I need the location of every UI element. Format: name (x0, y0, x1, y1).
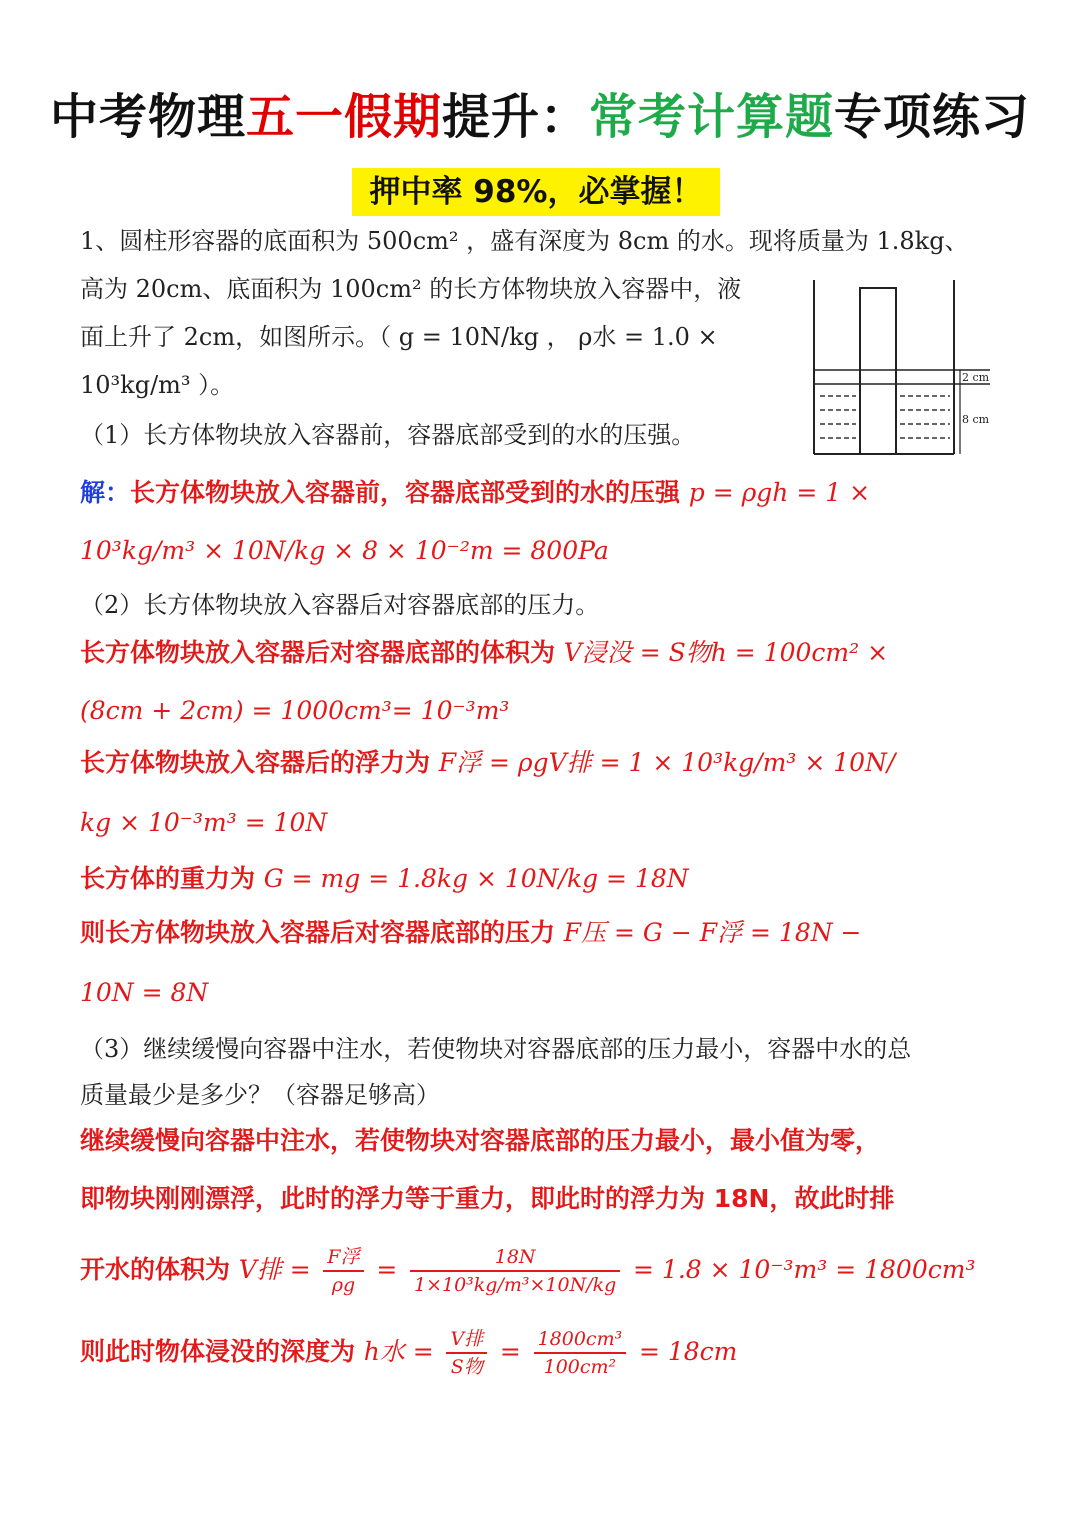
formula: 10³kg/m³ × 10N/kg × 8 × 10⁻²m = 800Pa (80, 536, 609, 565)
solution-text: 则长方体物块放入容器后对容器底部的压力 (80, 918, 556, 947)
solution-step-1 (80, 476, 870, 510)
title-highlight-green: 常考计算题 (589, 89, 835, 145)
solution-label: 解： (80, 478, 131, 507)
solution-step-5 (80, 916, 862, 950)
fraction (534, 1326, 627, 1380)
question-line: 10³kg/m³ ）。 (80, 371, 235, 399)
title-part: 中考物理 (49, 89, 246, 145)
denominator: 100cm² (543, 1356, 617, 1378)
question-line: 面上升了 2cm，如图所示。（ g = 10N/kg ， ρ水 = 1.0 × (80, 323, 718, 351)
formula: (8cm + 2cm) = 1000cm³= 10⁻³m³ (80, 696, 510, 725)
fraction (323, 1244, 363, 1298)
question-line: 1、圆柱形容器的底面积为 500cm² ，盛有深度为 8cm 的水。现将质量为 1.8kg、 (80, 227, 969, 255)
question-part-3: （3）继续缓慢向容器中注水，若使物块对容器底部的压力最小，容器中水的总 (80, 1035, 912, 1063)
formula: = (376, 1255, 398, 1284)
formula: V浸没 = S物h = 100cm² × (563, 638, 889, 667)
question-line: 高为 20cm、底面积为 100cm² 的长方体物块放入容器中，液 (80, 275, 742, 303)
fraction (410, 1244, 620, 1298)
solution-step-6: 继续缓慢向容器中注水，若使物块对容器底部的压力最小，最小值为零， (80, 1126, 881, 1155)
formula: V排 = (238, 1255, 311, 1284)
numerator: 18N (410, 1244, 620, 1272)
question-part-3: 质量最少是多少？（容器足够高） (80, 1081, 440, 1109)
denominator: S物 (450, 1356, 483, 1378)
solution-text: 长方体物块放入容器前，容器底部受到的水的压强 (130, 478, 681, 507)
formula: p = ρgh = 1 × (688, 478, 871, 507)
numerator: V排 (446, 1326, 487, 1354)
numerator: 1800cm³ (534, 1326, 627, 1354)
title-highlight-red: 五一假期 (245, 89, 442, 145)
container-diagram (808, 278, 1004, 458)
solution-text: 长方体物块放入容器后的浮力为 (80, 748, 431, 777)
solution-text: 长方体物块放入容器后对容器底部的体积为 (80, 638, 556, 667)
fraction (446, 1326, 487, 1380)
solution-text: 开水的体积为 (80, 1255, 231, 1284)
solution-step-4 (80, 862, 689, 896)
label-8cm: 8 cm (962, 413, 990, 426)
formula: G = mg = 1.8kg × 10N/kg = 18N (263, 864, 689, 893)
denominator: 1×10³kg/m³×10N/kg (413, 1274, 617, 1296)
highlight-badge: 押中率 98%，必掌握！ (352, 168, 720, 216)
formula: kg × 10⁻³m³ = 10N (80, 808, 328, 837)
formula: = 18cm (638, 1337, 738, 1366)
formula: h水 = (363, 1337, 434, 1366)
denominator: ρg (331, 1274, 356, 1296)
solution-text: 则此时物体浸没的深度为 (80, 1337, 356, 1366)
page-title (0, 82, 1080, 152)
formula: = 1.8 × 10⁻³m³ = 1800cm³ (633, 1255, 976, 1284)
formula: 10N = 8N (80, 978, 209, 1007)
title-part: 专项练习 (834, 89, 1031, 145)
formula: F压 = G − F浮 = 18N − (563, 918, 862, 947)
solution-step-6 (80, 1240, 975, 1300)
formula: F浮 = ρgV排 = 1 × 10³kg/m³ × 10N/ (438, 748, 896, 777)
label-2cm: 2 cm (962, 371, 990, 384)
solution-step-7 (80, 1322, 737, 1382)
question-part-2: （2）长方体物块放入容器后对容器底部的压力。 (80, 591, 600, 619)
question-part-1: （1）长方体物块放入容器前，容器底部受到的水的压强。 (80, 421, 696, 449)
solution-step-6: 即物块刚刚漂浮，此时的浮力等于重力，即此时的浮力为 18N，故此时排 (80, 1184, 895, 1213)
title-part: 提升： (441, 89, 589, 145)
formula: = (499, 1337, 521, 1366)
solution-step-2 (80, 636, 888, 670)
numerator: F浮 (323, 1244, 363, 1272)
solution-step-3 (80, 746, 895, 780)
solution-text: 长方体的重力为 (80, 864, 256, 893)
